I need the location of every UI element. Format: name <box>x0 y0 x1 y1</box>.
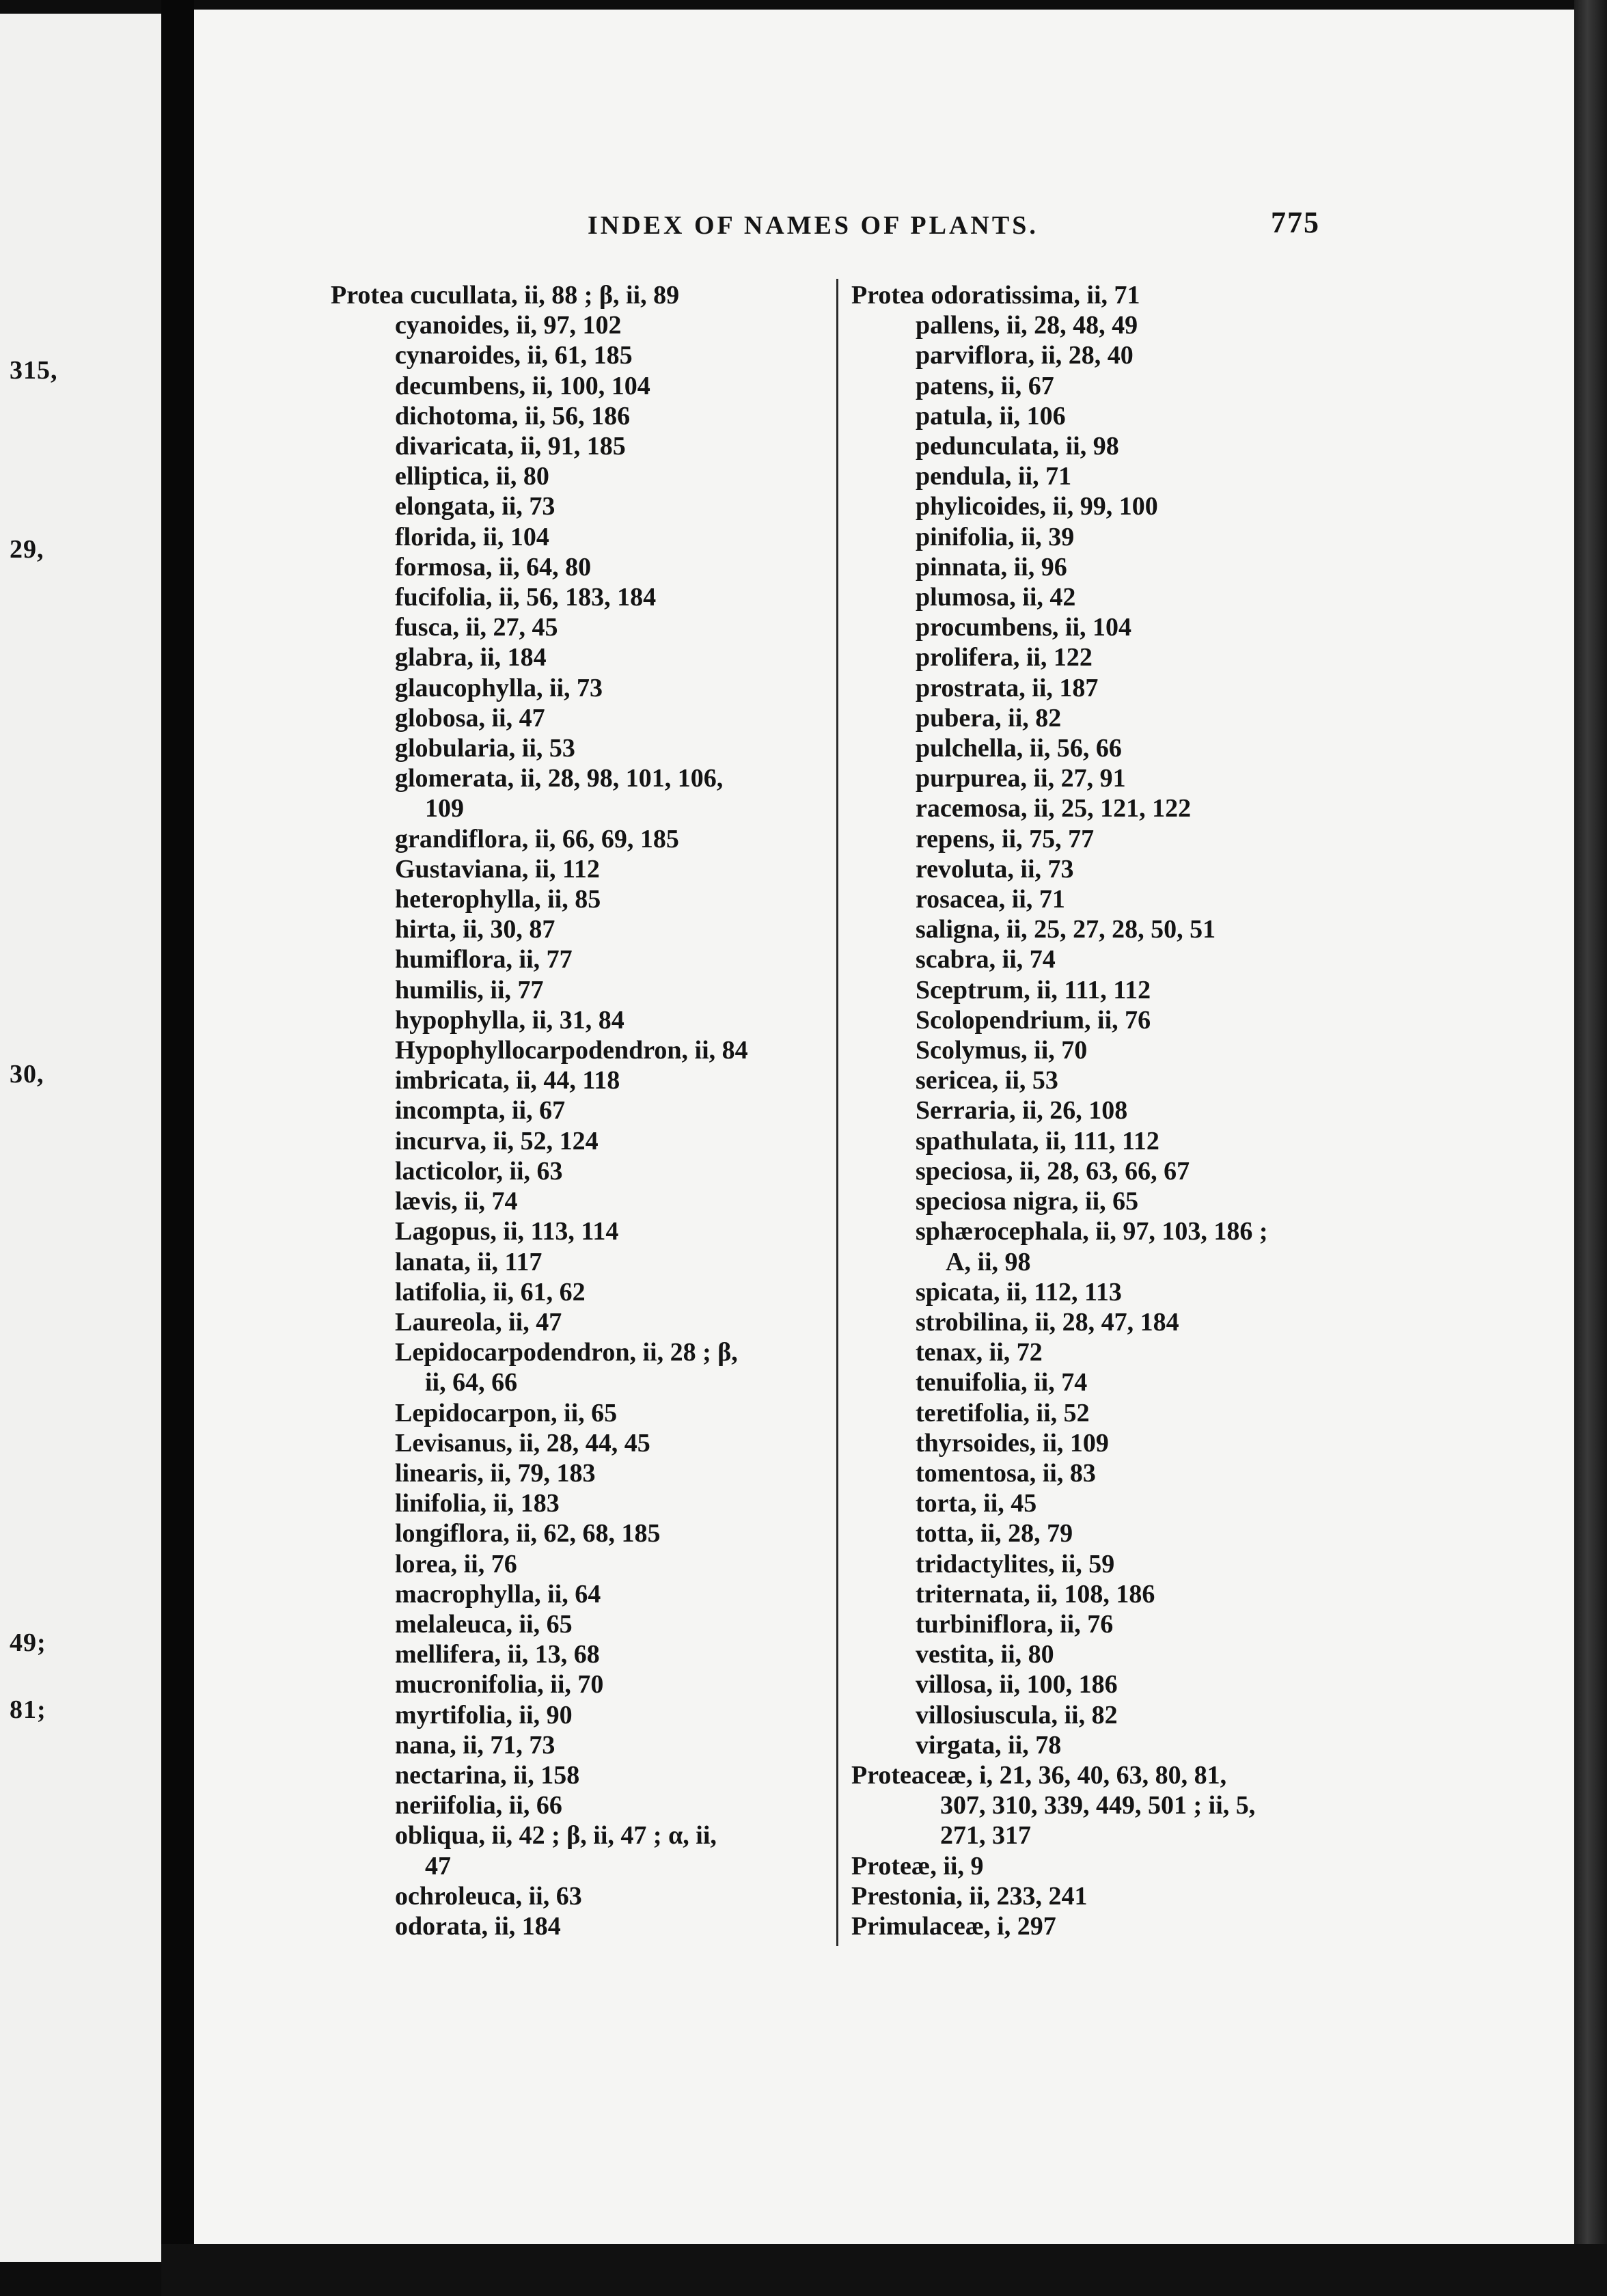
entry-continuation: 307, 310, 339, 449, 501 ; ii, 5, <box>940 1791 1256 1820</box>
entry-text: incompta, ii, 67 <box>395 1096 566 1125</box>
entry-text: cynaroides, ii, 61, 185 <box>395 341 633 370</box>
entry-text: Proteaceæ, i, 21, 36, 40, 63, 80, 81, <box>851 1760 1227 1790</box>
entry-continuation: 109 <box>425 794 464 823</box>
margin-fragment: 49; <box>10 1628 46 1657</box>
index-heading-entry <box>331 280 836 310</box>
entry-text: latifolia, ii, 61, 62 <box>395 1277 586 1307</box>
entry-text: glaucophylla, ii, 73 <box>395 673 603 702</box>
entry-text: prolifera, ii, 122 <box>916 643 1093 672</box>
index-subentry <box>331 340 836 370</box>
index-subentry <box>851 461 1357 491</box>
index-subentry <box>851 975 1357 1005</box>
entry-text: speciosa nigra, ii, 65 <box>916 1187 1139 1216</box>
entry-text: patula, ii, 106 <box>916 401 1066 430</box>
index-subentry <box>331 944 836 974</box>
index-subentry <box>331 1307 836 1337</box>
entry-continuation: A, ii, 98 <box>946 1247 1031 1276</box>
entry-text: tenuifolia, ii, 74 <box>916 1368 1088 1397</box>
scan-border <box>161 2244 1607 2296</box>
page-number: 775 <box>1271 206 1320 239</box>
index-heading-entry <box>851 1881 1357 1911</box>
index-subentry <box>331 1639 836 1669</box>
entry-text: Lagopus, ii, 113, 114 <box>395 1217 619 1246</box>
index-subentry <box>331 1881 836 1911</box>
entry-text: pubera, ii, 82 <box>916 703 1062 733</box>
entry-text: obliqua, ii, 42 ; β, ii, 47 ; α, ii, <box>395 1821 717 1850</box>
index-subentry <box>331 1216 836 1246</box>
entry-text: revoluta, ii, 73 <box>916 854 1074 884</box>
index-subentry <box>331 1337 836 1397</box>
index-subentry <box>851 824 1357 854</box>
index-subentry <box>851 914 1357 944</box>
entry-text: scabra, ii, 74 <box>916 945 1056 974</box>
index-subentry <box>851 582 1357 612</box>
entry-text: dichotoma, ii, 56, 186 <box>395 401 631 430</box>
entry-text: grandiflora, ii, 66, 69, 185 <box>395 824 679 853</box>
index-subentry <box>851 1518 1357 1548</box>
index-subentry <box>331 884 836 914</box>
index-subentry <box>331 1760 836 1790</box>
entry-text: Laureola, ii, 47 <box>395 1307 562 1337</box>
entry-text: totta, ii, 28, 79 <box>916 1519 1073 1548</box>
entry-text: patens, ii, 67 <box>916 371 1054 400</box>
index-subentry <box>851 522 1357 552</box>
index-subentry <box>331 1095 836 1125</box>
index-subentry <box>331 703 836 733</box>
index-heading-entry <box>851 1851 1357 1881</box>
entry-text: lorea, ii, 76 <box>395 1549 517 1578</box>
index-subentry <box>851 1095 1357 1125</box>
index-subentry <box>851 1005 1357 1035</box>
index-subentry <box>851 310 1357 340</box>
index-subentry <box>331 824 836 854</box>
index-subentry <box>331 431 836 461</box>
index-subentry <box>331 371 836 401</box>
entry-text: Sceptrum, ii, 111, 112 <box>916 975 1151 1004</box>
index-subentry <box>331 1669 836 1699</box>
entry-text: torta, ii, 45 <box>916 1489 1037 1518</box>
entry-text: linearis, ii, 79, 183 <box>395 1458 596 1488</box>
entry-text: spicata, ii, 112, 113 <box>916 1277 1122 1307</box>
entry-continuation: ii, 64, 66 <box>425 1368 518 1397</box>
entry-text: nectarina, ii, 158 <box>395 1760 580 1790</box>
index-subentry <box>331 522 836 552</box>
index-subentry <box>851 763 1357 793</box>
index-subentry <box>851 491 1357 521</box>
entry-text: vestita, ii, 80 <box>916 1640 1054 1669</box>
entry-text: turbiniflora, ii, 76 <box>916 1609 1114 1639</box>
entry-text: rosacea, ii, 71 <box>916 885 1065 914</box>
margin-fragment: 29, <box>10 535 44 564</box>
index-subentry <box>331 1126 836 1156</box>
index-subentry <box>851 1609 1357 1639</box>
entry-text: saligna, ii, 25, 27, 28, 50, 51 <box>916 915 1216 944</box>
index-subentry <box>331 854 836 884</box>
entry-text: pallens, ii, 28, 48, 49 <box>916 311 1138 340</box>
entry-text: decumbens, ii, 100, 104 <box>395 371 650 400</box>
entry-text: glomerata, ii, 28, 98, 101, 106, <box>395 764 724 793</box>
entry-text: mellifera, ii, 13, 68 <box>395 1640 600 1669</box>
index-heading-entry <box>851 280 1357 310</box>
entry-text: glabra, ii, 184 <box>395 643 547 672</box>
entry-continuation: 47 <box>425 1851 451 1881</box>
index-subentry <box>331 1186 836 1216</box>
index-subentry <box>331 1156 836 1186</box>
entry-text: Prestonia, ii, 233, 241 <box>851 1881 1088 1911</box>
index-subentry <box>851 1428 1357 1458</box>
index-subentry <box>331 763 836 823</box>
index-subentry <box>331 1428 836 1458</box>
entry-text: spathulata, ii, 111, 112 <box>916 1126 1159 1156</box>
entry-text: villosa, ii, 100, 186 <box>916 1670 1118 1699</box>
entry-text: lanata, ii, 117 <box>395 1247 542 1276</box>
entry-text: neriifolia, ii, 66 <box>395 1791 562 1820</box>
index-subentry <box>851 401 1357 431</box>
entry-text: myrtifolia, ii, 90 <box>395 1700 573 1730</box>
index-subentry <box>331 582 836 612</box>
entry-text: pedunculata, ii, 98 <box>916 432 1119 461</box>
entry-text: pinnata, ii, 96 <box>916 552 1067 582</box>
entry-text: Hypophyllocarpodendron, ii, 84 <box>395 1036 748 1065</box>
entry-text: purpurea, ii, 27, 91 <box>916 764 1126 793</box>
index-subentry <box>331 1730 836 1760</box>
index-subentry <box>331 1005 836 1035</box>
entry-text: formosa, ii, 64, 80 <box>395 552 592 582</box>
index-subentry <box>331 673 836 703</box>
index-subentry <box>331 1398 836 1428</box>
entry-continuation: 271, 317 <box>940 1821 1031 1850</box>
index-subentry <box>331 1518 836 1548</box>
index-subentry <box>851 340 1357 370</box>
index-subentry <box>331 612 836 642</box>
entry-text: Proteæ, ii, 9 <box>851 1851 984 1881</box>
index-subentry <box>851 1669 1357 1699</box>
index-subentry <box>851 1458 1357 1488</box>
entry-text: Gustaviana, ii, 112 <box>395 854 600 884</box>
index-subentry <box>331 491 836 521</box>
index-subentry <box>331 461 836 491</box>
index-subentry <box>331 1247 836 1277</box>
entry-text: pinifolia, ii, 39 <box>916 522 1075 551</box>
entry-text: lævis, ii, 74 <box>395 1187 518 1216</box>
index-subentry <box>331 1549 836 1579</box>
index-subentry <box>331 1820 836 1881</box>
entry-text: prostrata, ii, 187 <box>916 673 1099 702</box>
entry-text: Serraria, ii, 26, 108 <box>916 1096 1128 1125</box>
index-subentry <box>851 1639 1357 1669</box>
entry-text: humiflora, ii, 77 <box>395 945 573 974</box>
index-subentry <box>851 884 1357 914</box>
index-subentry <box>331 1790 836 1820</box>
entry-text: plumosa, ii, 42 <box>916 583 1076 612</box>
index-subentry <box>851 371 1357 401</box>
entry-text: fusca, ii, 27, 45 <box>395 613 558 642</box>
index-subentry <box>851 1367 1357 1397</box>
entry-text: elliptica, ii, 80 <box>395 462 549 491</box>
entry-text: nana, ii, 71, 73 <box>395 1730 555 1760</box>
index-column-right <box>851 280 1357 1941</box>
entry-text: lacticolor, ii, 63 <box>395 1156 563 1186</box>
index-subentry <box>851 793 1357 823</box>
margin-fragment: 30, <box>10 1060 44 1089</box>
index-subentry <box>331 914 836 944</box>
entry-text: humilis, ii, 77 <box>395 975 544 1004</box>
index-subentry <box>851 1126 1357 1156</box>
index-subentry <box>851 944 1357 974</box>
index-subentry <box>331 552 836 582</box>
index-subentry <box>331 1579 836 1609</box>
entry-text: hirta, ii, 30, 87 <box>395 915 555 944</box>
index-heading-entry <box>851 1911 1357 1941</box>
index-subentry <box>851 1186 1357 1216</box>
entry-text: melaleuca, ii, 65 <box>395 1609 573 1639</box>
index-subentry <box>851 552 1357 582</box>
entry-text: Scolymus, ii, 70 <box>916 1036 1088 1065</box>
index-subentry <box>331 1911 836 1941</box>
entry-text: odorata, ii, 184 <box>395 1911 561 1941</box>
running-header: INDEX OF NAMES OF PLANTS. <box>588 211 1039 240</box>
index-subentry <box>331 975 836 1005</box>
entry-text: virgata, ii, 78 <box>916 1730 1062 1760</box>
index-subentry <box>851 1216 1357 1276</box>
index-subentry <box>331 1700 836 1730</box>
entry-text: Scolopendrium, ii, 76 <box>916 1005 1151 1035</box>
entry-text: racemosa, ii, 25, 121, 122 <box>916 794 1192 823</box>
margin-fragment: 81; <box>10 1695 46 1724</box>
index-subentry <box>331 1277 836 1307</box>
entry-text: longiflora, ii, 62, 68, 185 <box>395 1519 661 1548</box>
entry-text: hypophylla, ii, 31, 84 <box>395 1005 624 1035</box>
index-subentry <box>331 1035 836 1065</box>
index-subentry <box>851 1549 1357 1579</box>
entry-text: Lepidocarpodendron, ii, 28 ; β, <box>395 1338 738 1367</box>
index-subentry <box>851 1579 1357 1609</box>
index-subentry <box>851 733 1357 763</box>
entry-text: strobilina, ii, 28, 47, 184 <box>916 1307 1179 1337</box>
index-subentry <box>851 703 1357 733</box>
index-subentry <box>851 1730 1357 1760</box>
index-subentry <box>331 310 836 340</box>
entry-text: Protea odoratissima, ii, 71 <box>851 281 1140 310</box>
index-subentry <box>851 1337 1357 1367</box>
index-subentry <box>331 1065 836 1095</box>
entry-text: pendula, ii, 71 <box>916 462 1072 491</box>
entry-text: triternata, ii, 108, 186 <box>916 1579 1155 1609</box>
entry-text: teretifolia, ii, 52 <box>916 1398 1090 1427</box>
entry-text: globularia, ii, 53 <box>395 734 575 763</box>
entry-text: linifolia, ii, 183 <box>395 1489 560 1518</box>
index-subentry <box>851 1065 1357 1095</box>
index-subentry <box>331 401 836 431</box>
entry-text: fucifolia, ii, 56, 183, 184 <box>395 583 657 612</box>
index-subentry <box>851 642 1357 672</box>
index-subentry <box>851 1700 1357 1730</box>
entry-text: imbricata, ii, 44, 118 <box>395 1066 620 1095</box>
entry-text: globosa, ii, 47 <box>395 703 545 733</box>
page-edge <box>1574 0 1607 2296</box>
column-rule <box>836 279 838 1946</box>
entry-text: incurva, ii, 52, 124 <box>395 1126 599 1156</box>
entry-text: tenax, ii, 72 <box>916 1338 1043 1367</box>
index-subentry <box>851 612 1357 642</box>
margin-fragment: 315, <box>10 356 58 385</box>
entry-text: phylicoides, ii, 99, 100 <box>916 492 1158 521</box>
entry-text: villosiuscula, ii, 82 <box>916 1700 1118 1730</box>
index-heading-entry <box>851 1760 1357 1851</box>
entry-text: heterophylla, ii, 85 <box>395 885 601 914</box>
entry-text: ochroleuca, ii, 63 <box>395 1881 582 1911</box>
entry-text: Lepidocarpon, ii, 65 <box>395 1398 618 1427</box>
entry-text: cyanoides, ii, 97, 102 <box>395 311 622 340</box>
entry-text: Primulaceæ, i, 297 <box>851 1911 1056 1941</box>
facing-page-edge <box>0 14 161 2262</box>
index-subentry <box>331 1488 836 1518</box>
entry-text: repens, ii, 75, 77 <box>916 824 1095 853</box>
index-subentry <box>851 1277 1357 1307</box>
index-subentry <box>331 642 836 672</box>
entry-text: thyrsoides, ii, 109 <box>916 1428 1109 1458</box>
index-subentry <box>851 1307 1357 1337</box>
entry-text: divaricata, ii, 91, 185 <box>395 432 626 461</box>
entry-text: sericea, ii, 53 <box>916 1066 1058 1095</box>
entry-text: elongata, ii, 73 <box>395 492 555 521</box>
index-subentry <box>851 1398 1357 1428</box>
entry-text: parviflora, ii, 28, 40 <box>916 341 1134 370</box>
entry-text: tomentosa, ii, 83 <box>916 1458 1096 1488</box>
index-subentry <box>331 1609 836 1639</box>
entry-text: macrophylla, ii, 64 <box>395 1579 601 1609</box>
index-subentry <box>851 673 1357 703</box>
index-subentry <box>851 854 1357 884</box>
entry-text: pulchella, ii, 56, 66 <box>916 734 1122 763</box>
entry-text: Levisanus, ii, 28, 44, 45 <box>395 1428 650 1458</box>
index-subentry <box>331 733 836 763</box>
index-subentry <box>851 1156 1357 1186</box>
entry-text: sphærocephala, ii, 97, 103, 186 ; <box>916 1217 1268 1246</box>
entry-text: procumbens, ii, 104 <box>916 613 1132 642</box>
index-subentry <box>851 431 1357 461</box>
entry-text: mucronifolia, ii, 70 <box>395 1670 604 1699</box>
index-subentry <box>331 1458 836 1488</box>
entry-text: Protea cucullata, ii, 88 ; β, ii, 89 <box>331 281 680 310</box>
index-column-left <box>331 280 836 1941</box>
entry-text: florida, ii, 104 <box>395 522 549 551</box>
index-subentry <box>851 1035 1357 1065</box>
index-subentry <box>851 1488 1357 1518</box>
book-gutter <box>161 0 194 2296</box>
entry-text: speciosa, ii, 28, 63, 66, 67 <box>916 1156 1190 1186</box>
entry-text: tridactylites, ii, 59 <box>916 1549 1115 1578</box>
